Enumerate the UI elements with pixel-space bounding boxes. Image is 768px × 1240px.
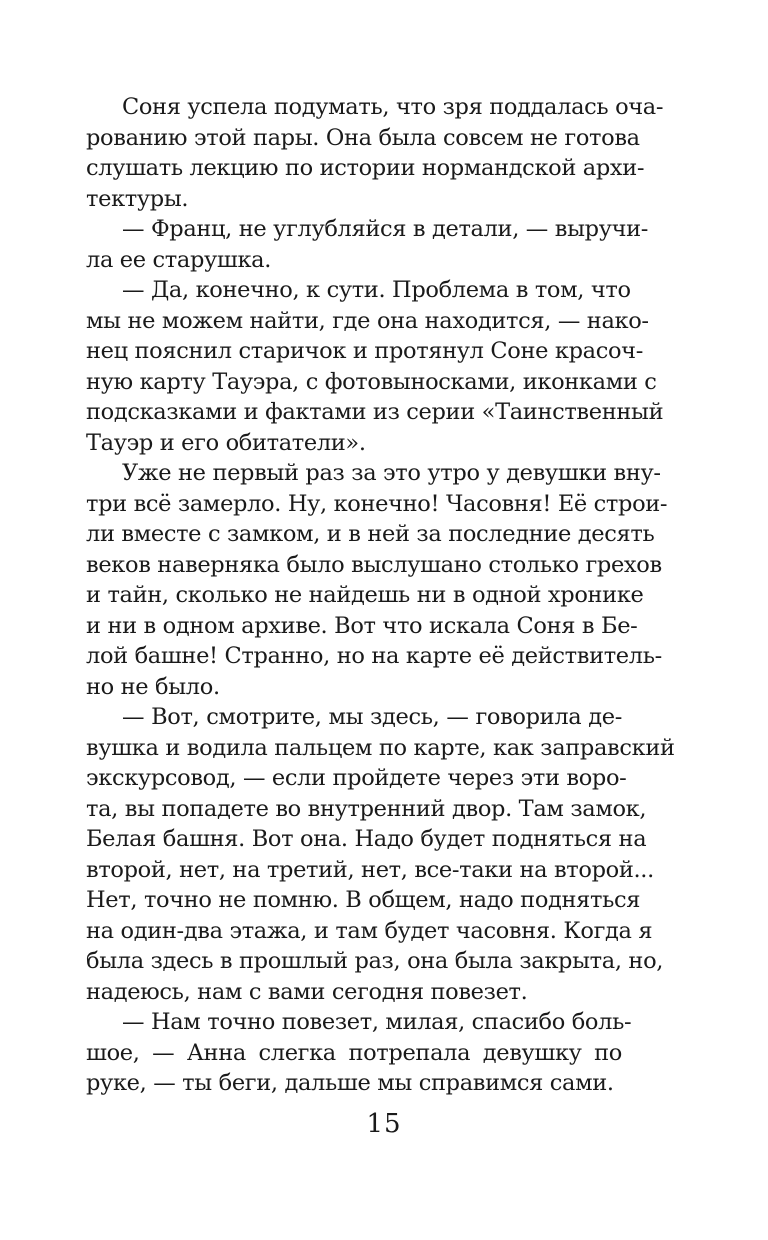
text-line: — Франц, не углубляйся в детали, — выручи-: [122, 216, 649, 242]
page-number: 15: [366, 1109, 402, 1139]
text-line: веков наверняка было выслушано столько грехов: [86, 551, 662, 578]
text-line: Соня успела подумать, что зря поддалась оча-: [122, 94, 664, 120]
text-line: была здесь в прошлый раз, она была закрыта, но,: [86, 948, 664, 974]
text-line: Уже не первый раз за это утро у девушки вну-: [122, 460, 661, 486]
paragraph: [86, 275, 664, 458]
text-line: и ни в одном архиве. Вот что искала Соня в Бе-: [86, 612, 638, 639]
text-line: подсказками и фактами из серии «Таинственный: [86, 399, 664, 425]
text-line: три всё замерло. Ну, конечно! Часовня! Её строи-: [86, 490, 668, 517]
paragraph: [86, 214, 649, 275]
body-text: [86, 92, 675, 1099]
text-line: Нет, точно не помню. В общем, надо подняться: [86, 887, 641, 913]
text-line: та, вы попадете во внутренний двор. Там замок,: [86, 795, 647, 822]
text-line: лой башне! Странно, но на карте её действитель-: [86, 643, 662, 669]
paragraph: [86, 1007, 632, 1099]
text-line: тектуры.: [86, 185, 189, 212]
text-line: второй, нет, на третий, нет, все-таки на второй...: [86, 856, 654, 883]
paragraph: [86, 702, 675, 1007]
text-line: и тайн, сколько не найдешь ни в одной хронике: [86, 582, 644, 608]
text-line: мы не можем найти, где она находится, — нако-: [86, 307, 649, 334]
text-line: нец пояснил старичок и протянул Соне красоч-: [86, 338, 643, 364]
text-line: экскурсовод, — если пройдете через эти воро-: [86, 765, 627, 791]
text-line: рованию этой пары. Она была совсем не готова: [86, 124, 640, 151]
text-line: ную карту Тауэра, с фотовыносками, иконками с: [86, 368, 657, 395]
text-line: надеюсь, нам с вами сегодня повезет.: [86, 978, 528, 1005]
text-line: — Вот, смотрите, мы здесь, — говорила де-: [122, 704, 622, 730]
text-line: — Да, конечно, к сути. Проблема в том, что: [122, 277, 631, 303]
text-line: Тауэр и его обитатели».: [86, 429, 366, 456]
text-line: ли вместе с замком, и в ней за последние десять: [86, 521, 655, 547]
text-line: — Нам точно повезет, милая, спасибо боль-: [122, 1009, 632, 1035]
text-line: вушка и водила пальцем по карте, как заправский: [86, 734, 675, 761]
text-line: слушать лекцию по истории нормандской архи-: [86, 155, 645, 181]
text-line: но не было.: [86, 673, 220, 700]
paragraph: [86, 458, 668, 702]
paragraph: [86, 92, 664, 214]
text-line: руке, — ты беги, дальше мы справимся сами.: [86, 1070, 614, 1096]
text-line: шое, — Анна слегка потрепала девушку по: [86, 1039, 622, 1066]
text-line: ла ее старушка.: [86, 246, 272, 273]
text-line: Белая башня. Вот она. Надо будет подняться на: [86, 826, 647, 852]
text-line: на один-два этажа, и там будет часовня. Когда я: [86, 917, 653, 944]
